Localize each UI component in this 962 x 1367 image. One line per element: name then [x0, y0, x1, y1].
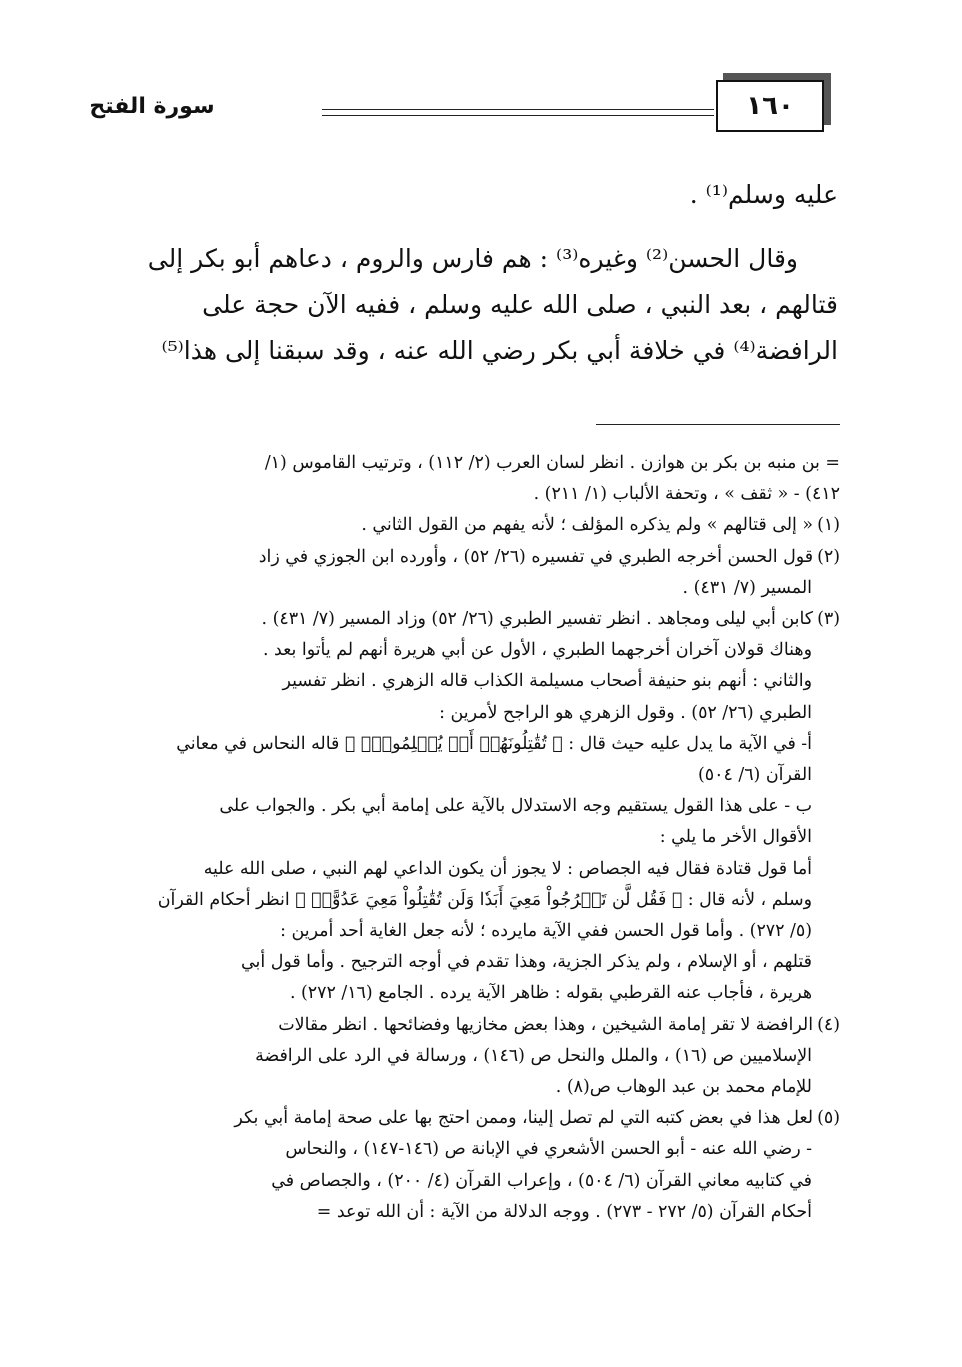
footnote-line — [100, 1166, 840, 1197]
footnote-line — [100, 479, 840, 510]
footnote-text: قتلهم ، أو الإسلام ، ولم يذكر الجزية، وهذا تقدم في أوجه الترجيح . وأما قول أبي — [241, 952, 812, 973]
footnote-number: (١) — [817, 515, 840, 536]
footnote-line — [100, 698, 840, 729]
footnote-number: (٢) — [817, 546, 840, 567]
surah-title: سورة الفتح — [89, 94, 215, 119]
main-line: قتالهم ، بعد النبي ، صلى الله عليه وسلم ، ففيه الآن حجة على — [202, 290, 838, 319]
footnotes — [100, 448, 840, 1228]
footnote-line — [100, 822, 840, 853]
footnote-line — [100, 854, 840, 885]
footnote-text: وسلم ، لأنه قال : ﴿ فَقُل لَّن تَخۡرُجُواْ مَعِيَ أَبَدٗا وَلَن تُقَٰتِلُواْ مَعِيَ عَدُوًّاۖ ﴾ انظر أحكام القرآن — [157, 889, 812, 910]
footnote — [100, 1010, 840, 1104]
footnote-line — [100, 604, 840, 635]
footnote — [100, 448, 840, 510]
footnote-number: (٣) — [817, 609, 840, 630]
main-line: وقال الحسن⁽²⁾ وغيره⁽³⁾ : هم فارس والروم ، دعاهم أبو بكر إلى — [147, 244, 798, 273]
footnote-text: المسير (٧/ ٤٣١) . — [682, 577, 812, 598]
footnote-number: (٤) — [817, 1014, 840, 1035]
footnote-line — [100, 1072, 840, 1103]
footnote-line — [100, 729, 840, 760]
main-line: الرافضة⁽⁴⁾ في خلافة أبي بكر رضي الله عنه ، وقد سبقنا إلى هذا⁽⁵⁾ — [161, 336, 838, 365]
footnote-text: (٥/ ٢٧٢) . وأما قول الحسن ففي الآية مايرده ؛ لأنه جعل الغاية أحد أمرين : — [280, 921, 812, 942]
footnote — [100, 1103, 840, 1228]
footnote — [100, 542, 840, 604]
footnote-line — [100, 1041, 840, 1072]
footnote-line — [100, 666, 840, 697]
footnote-line — [100, 1197, 840, 1228]
footnote-number: (٥) — [817, 1108, 840, 1129]
page-number: ١٦٠ — [746, 91, 794, 121]
header-rule — [322, 109, 714, 116]
footnote-line — [100, 978, 840, 1009]
footnote-text: كابن أبي ليلى ومجاهد . انظر تفسير الطبري (٢٦/ ٥٢) وزاد المسير (٧/ ٤٣١) . — [261, 609, 814, 630]
footnote-text: القرآن (٦/ ٥٠٤) — [697, 765, 812, 786]
footnote-text: وهناك قولان آخران أخرجهما الطبري ، الأول عن أبي هريرة أنهم لم يأتوا بعد . — [262, 640, 812, 661]
footnote-text: الأقوال الأخر ما يلي : — [659, 827, 812, 848]
main-continuation: عليه وسلم⁽¹⁾ . — [689, 180, 838, 209]
footnote-text: للإمام محمد بن عبد الوهاب ص(٨) . — [555, 1077, 812, 1098]
footnote-line — [100, 448, 840, 479]
footnote-text: قول الحسن أخرجه الطبري في تفسيره (٢٦/ ٥٢) ، وأورده ابن الجوزي في زاد — [258, 546, 814, 567]
footnote-line — [100, 916, 840, 947]
footnote-text: = بن منبه بن بكر بن هوازن . انظر لسان العرب (٢/ ١١٢) ، وترتيب القاموس (١/ — [264, 453, 840, 473]
footnote-line — [100, 635, 840, 666]
footnote-text: - رضي الله عنه - أبو الحسن الأشعري في الإبانة ص (١٤٦-١٤٧) ، والنحاس — [285, 1139, 812, 1160]
footnote-text: « إلى قتالهم » ولم يذكره المؤلف ؛ لأنه يفهم من القول الثاني . — [361, 515, 814, 536]
footnote-text: أ- في الآية ما يدل عليه حيث قال : ﴿ تُقَٰتِلُونَهُمۡ أَوۡ يُسۡلِمُونَۖ ﴾ قاله النحاس في معاني — [176, 733, 812, 754]
footnote-divider — [596, 424, 840, 425]
footnote — [100, 604, 840, 1010]
footnote-line — [100, 1103, 840, 1134]
footnote — [100, 510, 840, 541]
footnote-line — [100, 510, 840, 541]
footnote-line — [100, 1010, 840, 1041]
footnote-text: والثاني : أنهم بنو حنيفة أصحاب مسيلمة الكذاب قاله الزهري . انظر تفسير — [282, 671, 812, 692]
footnote-text: ٤١٢) - « ثقف » ، وتحفة الألباب (١/ ٢١١) . — [533, 484, 840, 505]
footnote-text: الطبري (٢٦/ ٥٢) . وقول الزهري هو الراجح لأمرين : — [439, 702, 812, 723]
footnote-text: لعل هذا في بعض كتبه التي لم تصل إلينا، وممن احتج بها على صحة إمامة أبي بكر — [234, 1108, 814, 1129]
footnote-text: الإسلاميين ص (١٦) ، والملل والنحل ص (١٤٦) ، ورسالة في الرد على الرافضة — [255, 1045, 812, 1066]
footnote-line — [100, 573, 840, 604]
footnote-text: أما قول قتادة فقال فيه الجصاص : لا يجوز أن يكون الداعي لهم النبي ، صلى الله عليه — [203, 858, 812, 879]
footnote-text: في كتابيه معاني القرآن (٦/ ٥٠٤) ، وإعراب القرآن (٤/ ٢٠٠) ، والجصاص في — [271, 1170, 812, 1191]
footnote-text: الرافضة لا تقر إمامة الشيخين ، وهذا بعض مخازيها وفضائحها . انظر مقالات — [278, 1014, 814, 1035]
page-number-box — [716, 80, 824, 132]
main-text — [96, 172, 838, 374]
footnote-text: أحكام القرآن (٥/ ٢٧٢ - ٢٧٣) . ووجه الدلالة من الآية : أن الله توعد = — [316, 1201, 812, 1222]
footnote-line — [100, 542, 840, 573]
footnote-line — [100, 947, 840, 978]
footnote-text: ب - على هذا القول يستقيم وجه الاستدلال بالآية على إمامة أبي بكر . والجواب على — [219, 796, 812, 817]
footnote-line — [100, 791, 840, 822]
footnote-line — [100, 1134, 840, 1165]
footnote-text: هريرة ، فأجاب عنه القرطبي بقوله : ظاهر الآية يرده . الجامع (١٦/ ٢٧٢) . — [289, 983, 812, 1004]
footnote-line — [100, 885, 840, 916]
footnote-line — [100, 760, 840, 791]
